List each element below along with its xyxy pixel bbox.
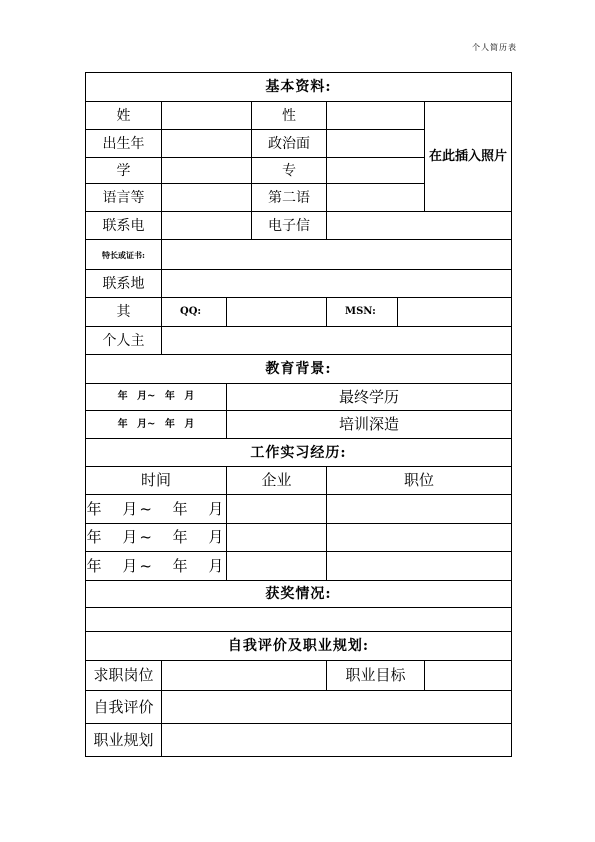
address-field[interactable] xyxy=(162,270,512,298)
training-label: 培训深造 xyxy=(227,411,512,439)
goal-field[interactable] xyxy=(425,661,512,691)
education-field[interactable] xyxy=(162,158,252,184)
job-field[interactable] xyxy=(162,661,327,691)
education-label: 学 xyxy=(86,158,162,184)
major-field[interactable] xyxy=(327,158,425,184)
other-label: 其 xyxy=(86,298,162,327)
career-plan-label: 职业规划 xyxy=(86,724,162,757)
phone-field[interactable] xyxy=(162,212,252,240)
homepage-field[interactable] xyxy=(162,327,512,355)
work-company-3[interactable] xyxy=(227,552,327,581)
politics-label: 政治面 xyxy=(252,130,327,158)
section-title-self: 自我评价及职业规划: xyxy=(86,632,512,661)
politics-field[interactable] xyxy=(327,130,425,158)
work-header-position: 职位 xyxy=(327,467,512,495)
section-title-education: 教育背景: xyxy=(86,355,512,384)
specialty-field[interactable] xyxy=(162,240,512,270)
qq-label: QQ: xyxy=(162,298,227,327)
phone-label: 联系电 xyxy=(86,212,162,240)
section-title-basic: 基本资料: xyxy=(86,73,512,102)
self-evaluation-field[interactable] xyxy=(162,691,512,724)
section-title-awards: 获奖情况: xyxy=(86,581,512,608)
work-header-time: 时间 xyxy=(86,467,227,495)
work-company-2[interactable] xyxy=(227,524,327,552)
work-period-2[interactable]: 年 月~ 年 月 xyxy=(86,524,227,552)
name-field[interactable] xyxy=(162,102,252,130)
work-period-1[interactable]: 年 月~ 年 月 xyxy=(86,495,227,524)
photo-placeholder[interactable]: 在此插入照片 xyxy=(425,102,512,212)
gender-field[interactable] xyxy=(327,102,425,130)
major-label: 专 xyxy=(252,158,327,184)
work-position-2[interactable] xyxy=(327,524,512,552)
education-period-1[interactable]: 年 月~ 年 月 xyxy=(86,384,227,411)
email-field[interactable] xyxy=(327,212,512,240)
goal-label: 职业目标 xyxy=(327,661,425,691)
work-position-1[interactable] xyxy=(327,495,512,524)
work-header-company: 企业 xyxy=(227,467,327,495)
msn-label: MSN: xyxy=(327,298,398,327)
resume-form-table xyxy=(85,72,512,757)
birth-label: 出生年 xyxy=(86,130,162,158)
work-position-3[interactable] xyxy=(327,552,512,581)
final-degree-label: 最终学历 xyxy=(227,384,512,411)
address-label: 联系地 xyxy=(86,270,162,298)
birth-field[interactable] xyxy=(162,130,252,158)
work-period-3[interactable]: 年 月~ 年 月 xyxy=(86,552,227,581)
language-label: 语言等 xyxy=(86,184,162,212)
job-label: 求职岗位 xyxy=(86,661,162,691)
language-field[interactable] xyxy=(162,184,252,212)
qq-field[interactable] xyxy=(227,298,327,327)
gender-label: 性 xyxy=(252,102,327,130)
specialty-label: 特长或证书: xyxy=(86,240,162,270)
second-language-label: 第二语 xyxy=(252,184,327,212)
email-label: 电子信 xyxy=(252,212,327,240)
work-company-1[interactable] xyxy=(227,495,327,524)
self-evaluation-label: 自我评价 xyxy=(86,691,162,724)
second-language-field[interactable] xyxy=(327,184,425,212)
education-period-2[interactable]: 年 月~ 年 月 xyxy=(86,411,227,439)
msn-field[interactable] xyxy=(398,298,512,327)
name-label: 姓 xyxy=(86,102,162,130)
awards-field[interactable] xyxy=(86,608,512,632)
section-title-work: 工作实习经历: xyxy=(86,439,512,467)
document-header-title: 个人简历表 xyxy=(472,43,517,52)
homepage-label: 个人主 xyxy=(86,327,162,355)
career-plan-field[interactable] xyxy=(162,724,512,757)
